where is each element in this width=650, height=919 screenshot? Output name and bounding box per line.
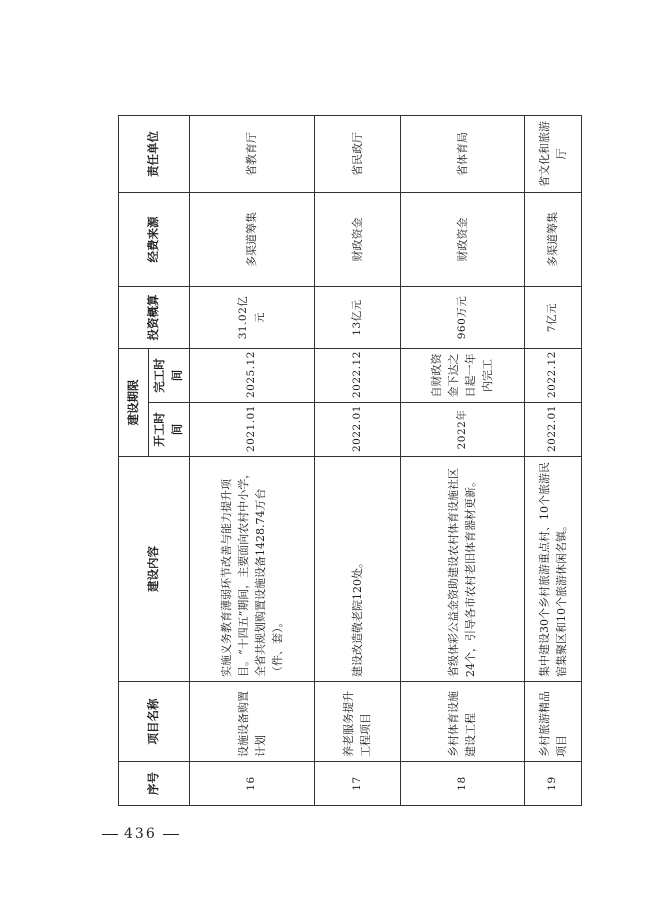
row-budget: 960万元 <box>400 287 524 349</box>
page-number-value: 436 <box>124 826 157 842</box>
row-source: 财政资金 <box>314 193 400 287</box>
header-row <box>119 116 149 806</box>
header-source: 经费来源 <box>119 193 190 287</box>
row-unit: 省民政厅 <box>314 116 400 193</box>
row-start: 2022.01 <box>314 403 400 457</box>
row-source: 多渠道筹集 <box>524 193 581 287</box>
row-end: 2022.12 <box>314 349 400 403</box>
header-start: 开工时间 <box>149 403 190 457</box>
row-seq: 19 <box>524 762 581 806</box>
row-seq: 16 <box>189 762 314 806</box>
row-name: 养老服务提升工程项目 <box>314 682 400 762</box>
row-budget: 31.02亿元 <box>189 287 314 349</box>
dash-right <box>163 834 179 835</box>
header-unit: 责任单位 <box>119 116 190 193</box>
row-end: 2022.12 <box>524 349 581 403</box>
page-number <box>96 826 185 842</box>
row-source: 财政资金 <box>400 193 524 287</box>
header-budget: 投资概算 <box>119 287 190 349</box>
table-row <box>400 116 524 806</box>
header-name: 项目名称 <box>119 682 190 762</box>
row-end: 2025.12 <box>189 349 314 403</box>
row-content: 省级体彩公益金资助建设农村体育设施社区24个，引导各市农村老旧体育器材更新。 <box>400 457 524 682</box>
project-table <box>118 115 582 806</box>
row-name: 设施设备购置计划 <box>189 682 314 762</box>
row-source: 多渠道筹集 <box>189 193 314 287</box>
row-start: 2022.01 <box>524 403 581 457</box>
header-seq: 序号 <box>119 762 190 806</box>
row-seq: 18 <box>400 762 524 806</box>
table-row <box>314 116 400 806</box>
row-seq: 17 <box>314 762 400 806</box>
row-unit: 省体育局 <box>400 116 524 193</box>
row-unit: 省教育厅 <box>189 116 314 193</box>
row-content: 建设改造敬老院120处。 <box>314 457 400 682</box>
header-content: 建设内容 <box>119 457 190 682</box>
row-end: 自财政资金下达之日起一年内完工 <box>400 349 524 403</box>
row-start: 2022年 <box>400 403 524 457</box>
row-name: 乡村体育设施建设工程 <box>400 682 524 762</box>
header-period: 建设期限 <box>119 349 149 457</box>
row-budget: 7亿元 <box>524 287 581 349</box>
row-content: 实施义务教育薄弱环节改善与能力提升项目。“十四五”期间，主要面向农村中小学，全省共规划购置设施设备1428.74万台（件、套）。 <box>189 457 314 682</box>
rotated-table-container <box>118 116 568 806</box>
row-content: 集中建设30个乡村旅游重点村、10个旅游民宿集聚区和10个旅游休闲名镇。 <box>524 457 581 682</box>
table-row <box>524 116 581 806</box>
dash-left <box>102 834 118 835</box>
table-row <box>189 116 314 806</box>
row-start: 2021.01 <box>189 403 314 457</box>
header-end: 完工时间 <box>149 349 190 403</box>
row-budget: 13亿元 <box>314 287 400 349</box>
row-unit: 省文化和旅游厅 <box>524 116 581 193</box>
row-name: 乡村旅游精品项目 <box>524 682 581 762</box>
